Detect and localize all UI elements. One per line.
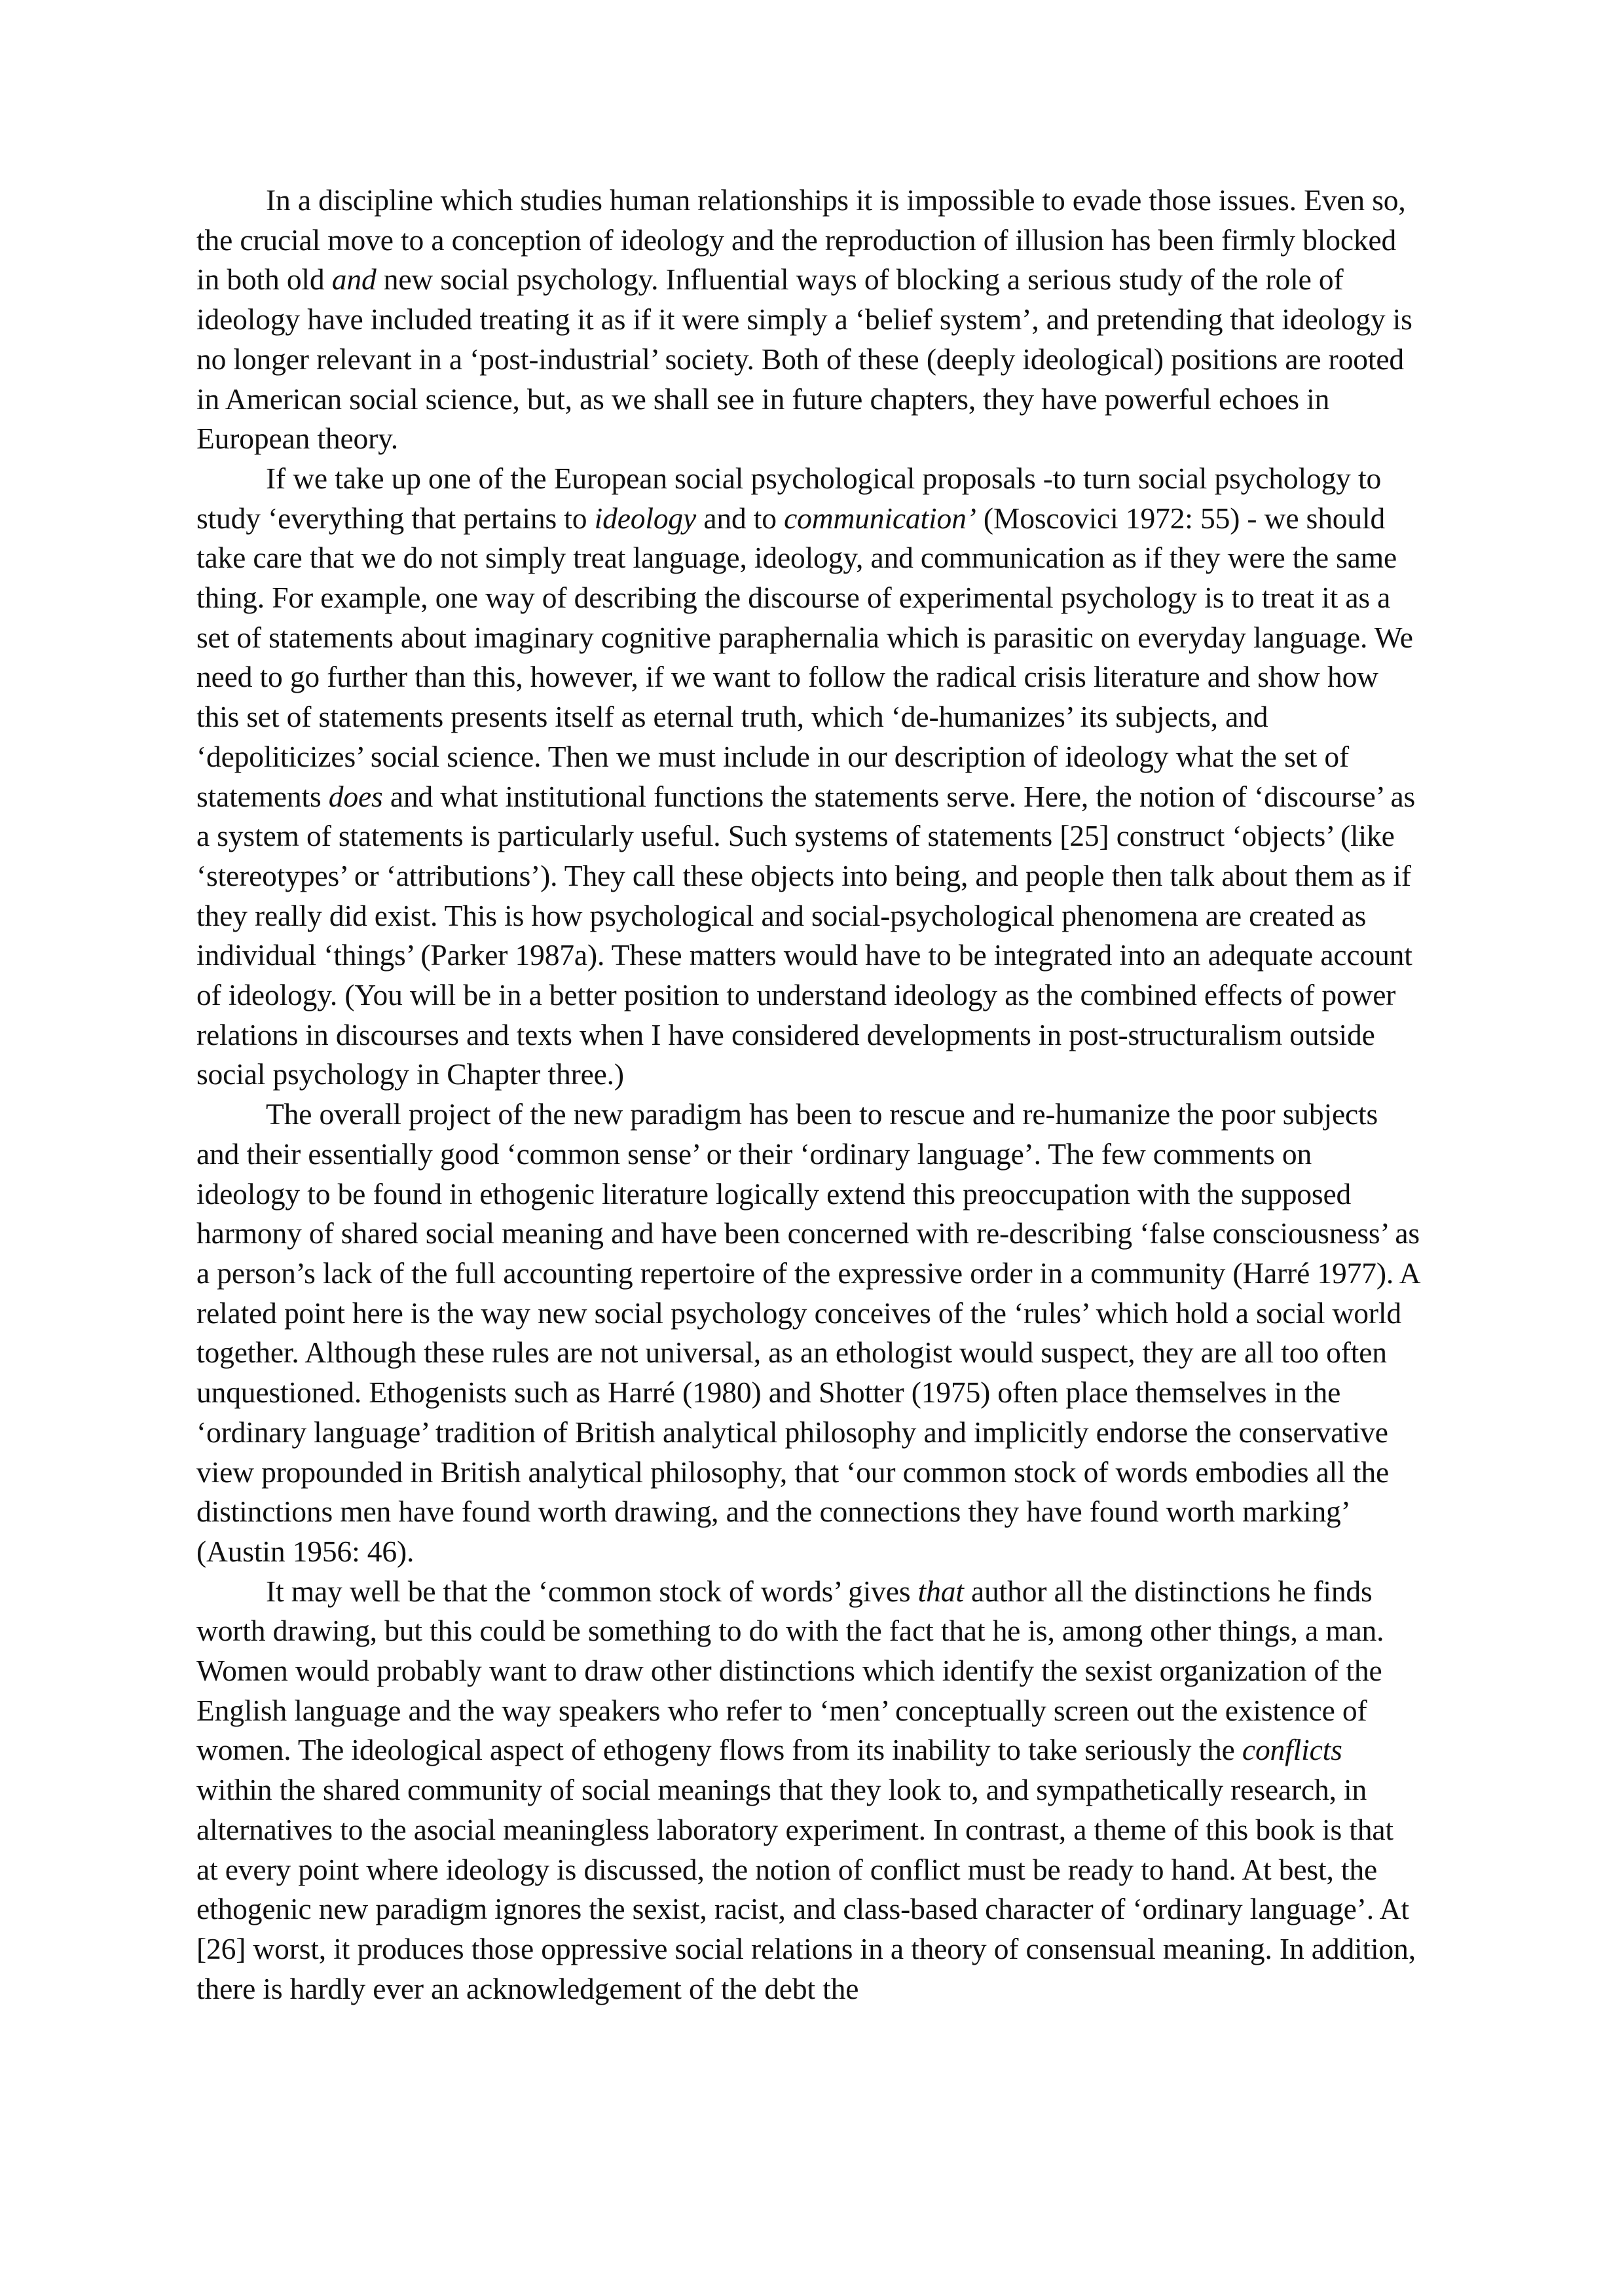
text-run: In a discipline which studies human relationships it is impossible to evade those issues. Even so, the crucial move to a conception of ideology and the reproduction of illusion has been firmly blocked in both old [196, 183, 1406, 297]
text-run: author all the distinctions he finds worth drawing, but this could be something to do with the fact that he is, among other things, a man. Women would probably want to draw other distinctions which identify the sexist organization of the English language and the way speakers who refer to ‘men’ conceptually screen out the existence of women. The ideological aspect of ethogeny flows from its inability to take seriously the [196, 1574, 1384, 1767]
italic-run: ideology [594, 501, 697, 535]
text-run: new social psychology. Influential ways of blocking a serious study of the role of ideology have included treating it as if it were simply a ‘belief system’, and pretending that ideology is no longer relevant in a ‘post-industrial’ society. Both of these (deeply ideological) positions are rooted in American social science, but, as we shall see in future chapters, they have powerful echoes in European theory. [196, 263, 1412, 456]
paragraph-1 [196, 181, 1420, 459]
text-run: within the shared community of social meanings that they look to, and sympathetically research, in alternatives to the asocial meaningless laboratory experiment. In contrast, a theme of this book is that at every point where ideology is discussed, the notion of conflict must be ready to hand. At best, the ethogenic new paradigm ignores the sexist, racist, and class-based character of ‘ordinary language’. At [26] worst, it produces those oppressive social relations in a theory of consensual meaning. In addition, there is hardly ever an acknowledgement of the debt the [196, 1773, 1416, 2005]
italic-run: does [328, 779, 383, 813]
text-run: and what institutional functions the statements serve. Here, the notion of ‘discourse’ as a system of statements is particularly useful. Such systems of statements [25] construct ‘objects’ (like ‘stereotypes’ or ‘attributions’). They call these objects into being, and people then talk about them as if they really did exist. This is how psychological and social-psychological phenomena are created as individual ‘things’ (Parker 1987a). These matters would have to be integrated into an adequate account of ideology. (You will be in a better position to understand ideology as the combined effects of power relations in discourses and texts when I have considered developments in post-structuralism outside social psychology in Chapter three.) [196, 779, 1416, 1091]
body-text [196, 181, 1420, 2009]
text-run: The overall project of the new paradigm has been to rescue and re-humanize the poor subjects and their essentially good ‘common sense’ or their ‘ordinary language’. The few comments on ideology to be found in ethogenic literature logically extend this preoccupation with the supposed harmony of shared social meaning and have been concerned with re-describing ‘false consciousness’ as a person’s lack of the full accounting repertoire of the expressive order in a community (Harré 1977). A related point here is the way new social psychology conceives of the ‘rules’ which hold a social world together. Although these rules are not universal, as an ethologist would suspect, they are all too often unquestioned. Ethogenists such as Harré (1980) and Shotter (1975) often place themselves in the ‘ordinary language’ tradition of British analytical philosophy and implicitly endorse the conservative view propounded in British analytical philosophy, that ‘our common stock of words embodies all the distinctions men have found worth drawing, and the connections they have found worth marking’ (Austin 1956: 46). [196, 1097, 1420, 1568]
italic-run: and [331, 263, 377, 297]
text-run: It may well be that the ‘common stock of words’ gives [266, 1574, 918, 1608]
paragraph-4 [196, 1572, 1420, 2009]
text-run: If we take up one of the European social psychological proposals -to turn social psychology to study ‘everything that pertains to [196, 461, 1382, 535]
italic-run: conflicts [1242, 1733, 1342, 1767]
paragraph-3 [196, 1095, 1420, 1571]
italic-run: communication’ [784, 501, 976, 535]
paragraph-2 [196, 459, 1420, 1095]
text-run: and to [696, 501, 784, 535]
italic-run: that [917, 1574, 964, 1608]
text-run: (Moscovici 1972: 55) - we should take care that we do not simply treat language, ideology, and communication as if they were the same thing. For example, one way of describing the discourse of experimental psychology is to treat it as a set of statements about imaginary cognitive paraphernalia which is parasitic on everyday language. We need to go further than this, however, if we want to follow the radical crisis literature and show how this set of statements presents itself as eternal truth, which ‘de-humanizes’ its subjects, and ‘depoliticizes’ social science. Then we must include in our description of ideology what the set of statements [196, 501, 1413, 813]
